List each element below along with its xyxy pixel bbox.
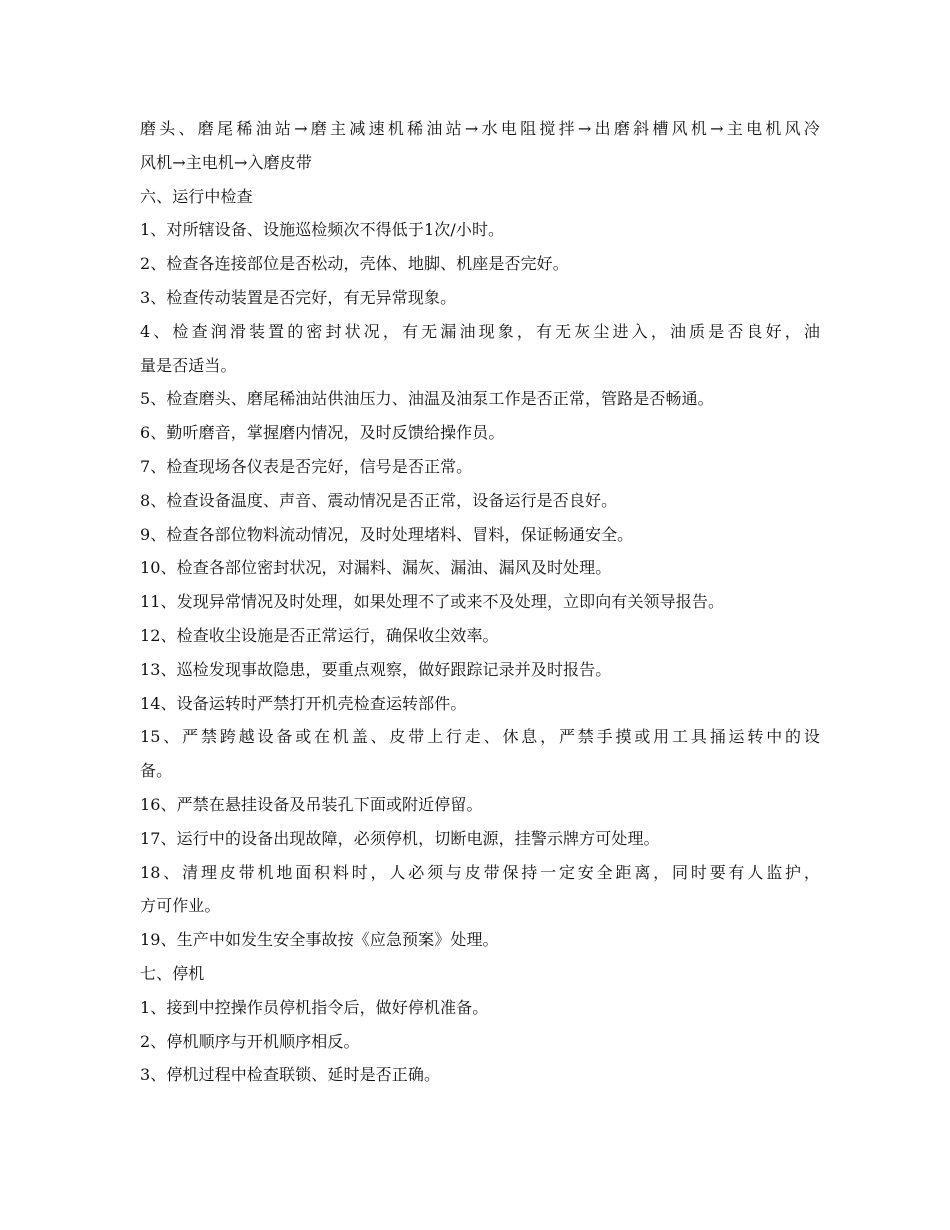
list-item: 3、停机过程中检查联锁、延时是否正确。 bbox=[140, 1065, 441, 1085]
list-item: 2、停机顺序与开机顺序相反。 bbox=[140, 1031, 360, 1051]
document-body bbox=[140, 112, 820, 1092]
list-item: 5、检查磨头、磨尾稀油站供油压力、油温及油泵工作是否正常，管路是否畅通。 bbox=[140, 389, 714, 409]
list-item: 4、检查润滑装置的密封状况，有无漏油现象，有无灰尘进入，油质是否良好，油 bbox=[140, 321, 820, 341]
text-line: 风机→主电机→入磨皮带 bbox=[140, 152, 312, 172]
list-item: 3、检查传动装置是否完好，有无异常现象。 bbox=[140, 287, 457, 307]
list-item-continuation: 方可作业。 bbox=[140, 896, 221, 916]
list-item: 15、严禁跨越设备或在机盖、皮带上行走、休息，严禁手摸或用工具捅运转中的设 bbox=[140, 727, 820, 747]
list-item-continuation: 量是否适当。 bbox=[140, 355, 237, 375]
list-item: 19、生产中如发生安全事故按《应急预案》处理。 bbox=[140, 930, 499, 950]
list-item: 18、清理皮带机地面积料时，人必须与皮带保持一定安全距离，同时要有人监护， bbox=[140, 862, 820, 882]
text-line: 磨头、磨尾稀油站→磨主减速机稀油站→水电阻搅拌→出磨斜槽风机→主电机风冷 bbox=[140, 119, 820, 138]
list-item: 14、设备运转时严禁打开机壳检查运转部件。 bbox=[140, 693, 467, 713]
list-item: 1、接到中控操作员停机指令后，做好停机准备。 bbox=[140, 997, 489, 1017]
list-item: 8、检查设备温度、声音、震动情况是否正常，设备运行是否良好。 bbox=[140, 490, 618, 510]
list-item: 16、严禁在悬挂设备及吊装孔下面或附近停留。 bbox=[140, 794, 483, 814]
list-item: 6、勤听磨音，掌握磨内情况，及时反馈给操作员。 bbox=[140, 423, 505, 443]
list-item: 17、运行中的设备出现故障，必须停机，切断电源，挂警示牌方可处理。 bbox=[140, 828, 660, 848]
list-item: 12、检查收尘设施是否正常运行，确保收尘效率。 bbox=[140, 625, 499, 645]
list-item-continuation: 备。 bbox=[140, 761, 173, 781]
list-item: 10、检查各部位密封状况，对漏料、漏灰、漏油、漏风及时处理。 bbox=[140, 558, 612, 578]
section-heading: 七、停机 bbox=[140, 963, 205, 983]
list-item: 1、对所辖设备、设施巡检频次不得低于1次/小时。 bbox=[140, 220, 505, 240]
list-item: 13、巡检发现事故隐患，要重点观察，做好跟踪记录并及时报告。 bbox=[140, 659, 612, 679]
list-item: 9、检查各部位物料流动情况，及时处理堵料、冒料，保证畅通安全。 bbox=[140, 524, 634, 544]
list-item: 7、检查现场各仪表是否完好，信号是否正常。 bbox=[140, 456, 473, 476]
section-heading: 六、运行中检查 bbox=[140, 186, 253, 206]
list-item: 2、检查各连接部位是否松动，壳体、地脚、机座是否完好。 bbox=[140, 254, 569, 274]
list-item: 11、发现异常情况及时处理，如果处理不了或来不及处理，立即向有关领导报告。 bbox=[140, 592, 725, 612]
